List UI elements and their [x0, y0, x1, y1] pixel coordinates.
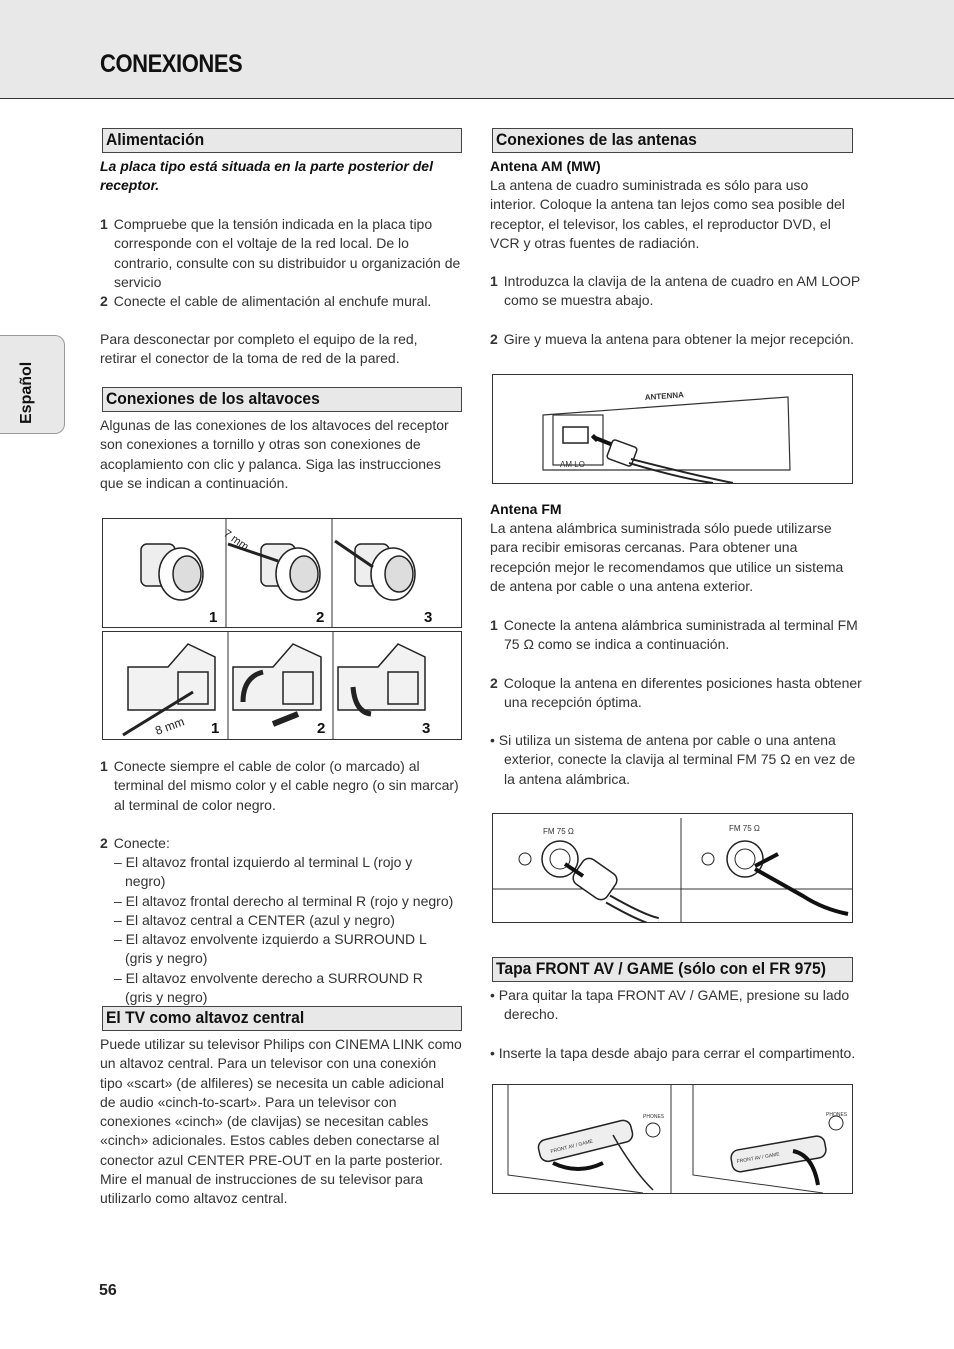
- fm-bullet: • Si utiliza un sistema de antena por cable o una antena exterior, conecte la clavija al terminal FM 75 Ω en vez de la antena alámbrica.: [490, 732, 856, 787]
- altavoces-step-2: 2 Conecte:: [100, 835, 170, 851]
- language-label: Español: [18, 361, 35, 424]
- am-step-1: 1 Introduzca la clavija de la antena de cuadro en AM LOOP como se muestra abajo.: [490, 273, 860, 309]
- antenna-label: ANTENNA: [644, 390, 685, 402]
- alimentacion-step-1: 1 Compruebe que la tensión indicada en la placa tipo corresponde con el voltaje de la red local. De lo contrario, consulte con su distribuidor u organización de servicio: [100, 216, 461, 290]
- speaker-screw-figure: [102, 518, 462, 628]
- page-number: 56: [99, 1282, 117, 1299]
- front-av-cover-figure: [492, 1084, 853, 1194]
- fig-label-3: 3: [424, 609, 433, 626]
- alimentacion-para: Para desconectar por completo el equipo de la red, retirar el conector de la toma de red de la pared.: [100, 331, 418, 367]
- fm-para: La antena alámbrica suministrada sólo puede utilizarse para recibir emisoras cercanas. Para obtener una recepción mejor le recomendamos que utilice un sistema de antena por cable o una antena exterior.: [490, 520, 844, 594]
- fig-label-1: 1: [209, 609, 218, 626]
- dash-item: – El altavoz envolvente izquierdo a SURROUND L (gris y negro): [114, 931, 427, 967]
- tv-para: Puede utilizar su televisor Philips con CINEMA LINK como un altavoz central. Para un televisor con una conexión tipo «scart» (de alfileres) se necesita un cable adicional de audio «cinch-to-scart». Para un televisor con conexiones «cinch» (de clavijas) se necesitan cables «cinch» adicionales. Estos cables deben conectarse al conector azul CENTER PRE-OUT en la parte posterior. Mire el manual de instrucciones de su televisor para utilizarlo como altavoz central.: [100, 1036, 462, 1207]
- section-antenas-title: Conexiones de las antenas: [492, 128, 853, 153]
- language-side-tab: [0, 335, 65, 434]
- speaker-clip-figure: [102, 631, 462, 740]
- dash-item: – El altavoz frontal izquierdo al terminal L (rojo y negro): [114, 854, 413, 890]
- page-header: [0, 0, 954, 99]
- altavoces-intro: Algunas de las conexiones de los altavoces del receptor son conexiones a tornillo y otras son conexiones de acoplamiento con clic y palanca. Siga las instrucciones que se indican a continuación.: [100, 417, 449, 491]
- fm-step-2: 2 Coloque la antena en diferentes posiciones hasta obtener una recepción óptima.: [490, 675, 862, 711]
- fm-antenna-illustration: [493, 814, 852, 922]
- section-alimentacion-title: Alimentación: [102, 128, 462, 153]
- fig-label-b2: 2: [317, 720, 326, 737]
- dash-item: – El altavoz envolvente derecho a SURROUND R (gris y negro): [114, 969, 423, 1006]
- tapa-bullet-2: • Inserte la tapa desde abajo para cerrar el compartimento.: [490, 1045, 856, 1061]
- mm-label-top: 7 mm: [221, 527, 251, 554]
- am-loop-label: AM LO: [560, 460, 585, 469]
- front-av-cover-illustration: [493, 1085, 852, 1193]
- am-antenna-illustration: [493, 375, 852, 483]
- mm-label-bottom: 8 mm: [153, 714, 187, 738]
- fm-heading: Antena FM: [490, 501, 562, 517]
- dash-item: – El altavoz frontal derecho al terminal R (rojo y negro): [114, 892, 454, 909]
- alimentacion-step-2: 2 Conecte el cable de alimentación al enchufe mural.: [100, 293, 432, 309]
- alimentacion-note: La placa tipo está situada en la parte posterior del receptor.: [100, 158, 433, 194]
- altavoces-step-1: 1 Conecte siempre el cable de color (o marcado) al terminal del mismo color y el cable negro (o sin marcar) al terminal de color negro.: [100, 758, 459, 813]
- am-antenna-figure: [492, 374, 853, 484]
- am-para: La antena de cuadro suministrada es sólo para uso interior. Coloque la antena tan lejos como sea posible del receptor, el televisor, los cables, el reproductor DVD, el VCR y otras fuentes de radiación.: [490, 177, 845, 251]
- speaker-clip-illustration: [103, 632, 461, 739]
- page-title: CONEXIONES: [100, 50, 243, 78]
- section-altavoces-title: Conexiones de los altavoces: [102, 387, 462, 412]
- fig-label-b1: 1: [211, 720, 220, 737]
- fm-antenna-figure: [492, 813, 853, 923]
- cover-label-right: FRONT AV / GAME: [736, 1151, 781, 1165]
- tapa-bullet-1: • Para quitar la tapa FRONT AV / GAME, presione su lado derecho.: [490, 987, 850, 1023]
- dash-item: – El altavoz central a CENTER (azul y negro): [114, 911, 395, 928]
- speaker-screw-illustration: [103, 519, 461, 627]
- section-tv-title: El TV como altavoz central: [102, 1006, 462, 1031]
- fm-label-right: FM 75 Ω: [729, 824, 760, 833]
- fm-label-left: FM 75 Ω: [543, 827, 574, 836]
- section-tapa-title: Tapa FRONT AV / GAME (sólo con el FR 975): [492, 957, 853, 982]
- am-step-2: 2 Gire y mueva la antena para obtener la mejor recepción.: [490, 331, 854, 347]
- phones-label-right: PHONES: [826, 1112, 848, 1118]
- fig-label-b3: 3: [422, 720, 431, 737]
- am-heading: Antena AM (MW): [490, 158, 601, 174]
- cover-label-left: FRONT AV / GAME: [550, 1138, 594, 1155]
- fm-step-1: 1 Conecte la antena alámbrica suministrada al terminal FM 75 Ω como se indica a continuación.: [490, 617, 858, 653]
- fig-label-2: 2: [316, 609, 325, 626]
- altavoces-dash-list: [114, 853, 454, 1007]
- phones-label-left: PHONES: [643, 1114, 665, 1120]
